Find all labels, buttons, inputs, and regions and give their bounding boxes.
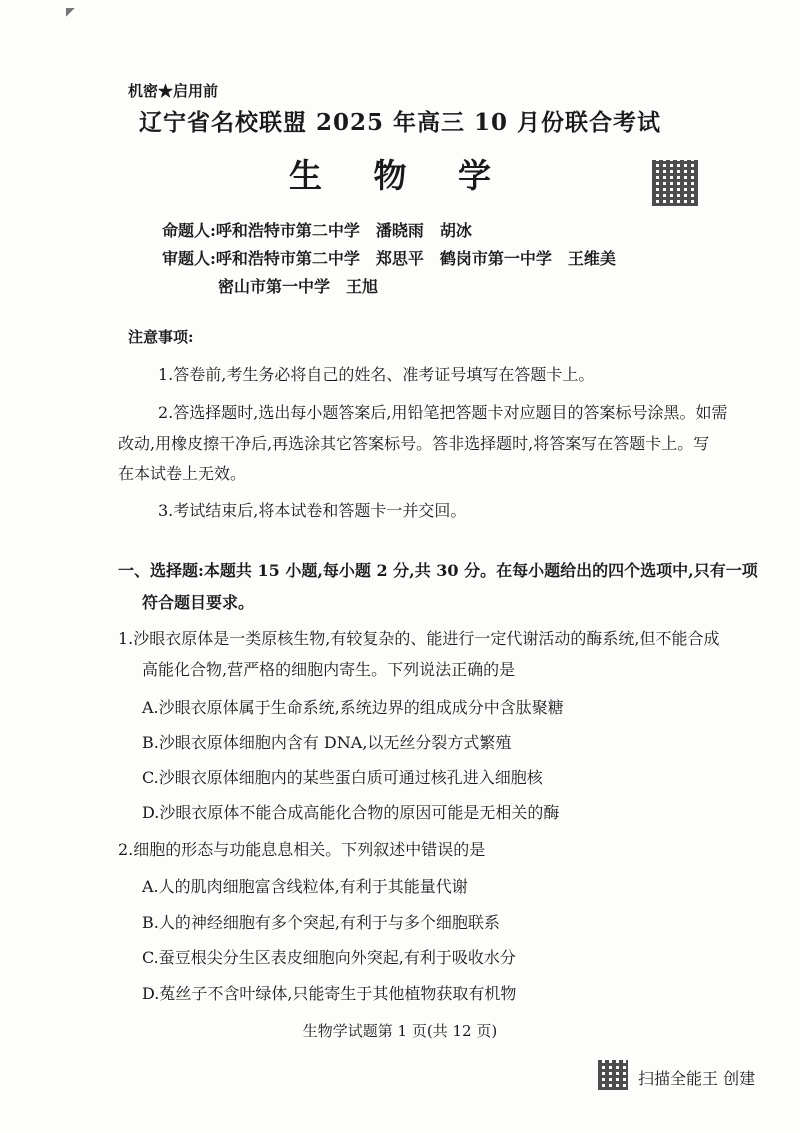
page-footer: 生物学试题第 1 页(共 12 页) bbox=[302, 1022, 498, 1040]
question-1-option-b: B.沙眼衣原体细胞内含有 DNA,以无丝分裂方式繁殖 bbox=[142, 733, 512, 752]
question-1-option-d: D.沙眼衣原体不能合成高能化合物的原因可能是无相关的酶 bbox=[142, 803, 560, 822]
note-line: 改动,用橡皮擦干净后,再选涂其它答案标号。答非选择题时,将答案写在答题卡上。写 bbox=[118, 434, 710, 453]
question-1-option-c: C.沙眼衣原体细胞内的某些蛋白质可通过核孔进入细胞核 bbox=[142, 768, 543, 787]
exam-title: 辽宁省名校联盟 2025 年高三 10 月份联合考试 bbox=[138, 109, 662, 136]
notes-heading: 注意事项: bbox=[128, 328, 194, 346]
secret-label: 机密★启用前 bbox=[128, 82, 219, 100]
scanner-watermark: 扫描全能王 创建 bbox=[638, 1069, 756, 1088]
question-2-stem: 2.细胞的形态与功能息息相关。下列叙述中错误的是 bbox=[118, 840, 486, 859]
question-2-option-d: D.菟丝子不含叶绿体,只能寄生于其他植物获取有机物 bbox=[142, 984, 517, 1003]
scanner-qr-icon bbox=[598, 1060, 628, 1090]
reviewer-line: 审题人:呼和浩特市第二中学 郑思平 鹤岗市第一中学 王维美 bbox=[162, 249, 616, 268]
setter-line: 命题人:呼和浩特市第二中学 潘晓雨 胡冰 bbox=[162, 221, 472, 240]
note-line: 在本试卷上无效。 bbox=[118, 464, 247, 483]
question-1-stem-cont: 高能化合物,营严格的细胞内寄生。下列说法正确的是 bbox=[142, 660, 516, 679]
question-2-option-c: C.蚕豆根尖分生区表皮细胞向外突起,有利于吸收水分 bbox=[142, 948, 516, 967]
page-corner-mark bbox=[66, 8, 76, 20]
question-1-stem: 1.沙眼衣原体是一类原核生物,有较复杂的、能进行一定代谢活动的酶系统,但不能合成 bbox=[118, 629, 720, 648]
question-2-option-b: B.人的神经细胞有多个突起,有利于与多个细胞联系 bbox=[142, 913, 500, 932]
section-heading-cont: 符合题目要求。 bbox=[142, 593, 255, 612]
note-line: 3.考试结束后,将本试卷和答题卡一并交回。 bbox=[158, 501, 467, 520]
qr-code-icon bbox=[652, 160, 698, 206]
question-1-option-a: A.沙眼衣原体属于生命系统,系统边界的组成成分中含肽聚糖 bbox=[142, 698, 564, 717]
reviewer-line-2: 密山市第一中学 王旭 bbox=[218, 277, 379, 296]
subject-title: 生 物 学 bbox=[289, 156, 511, 195]
question-2-option-a: A.人的肌肉细胞富含线粒体,有利于其能量代谢 bbox=[142, 877, 468, 896]
note-line: 2.答选择题时,选出每小题答案后,用铅笔把答题卡对应题目的答案标号涂黑。如需 bbox=[158, 403, 728, 422]
note-line: 1.答卷前,考生务必将自己的姓名、准考证号填写在答题卡上。 bbox=[158, 365, 595, 384]
section-heading: 一、选择题:本题共 15 小题,每小题 2 分,共 30 分。在每小题给出的四个选项中,只有一项 bbox=[118, 561, 758, 580]
